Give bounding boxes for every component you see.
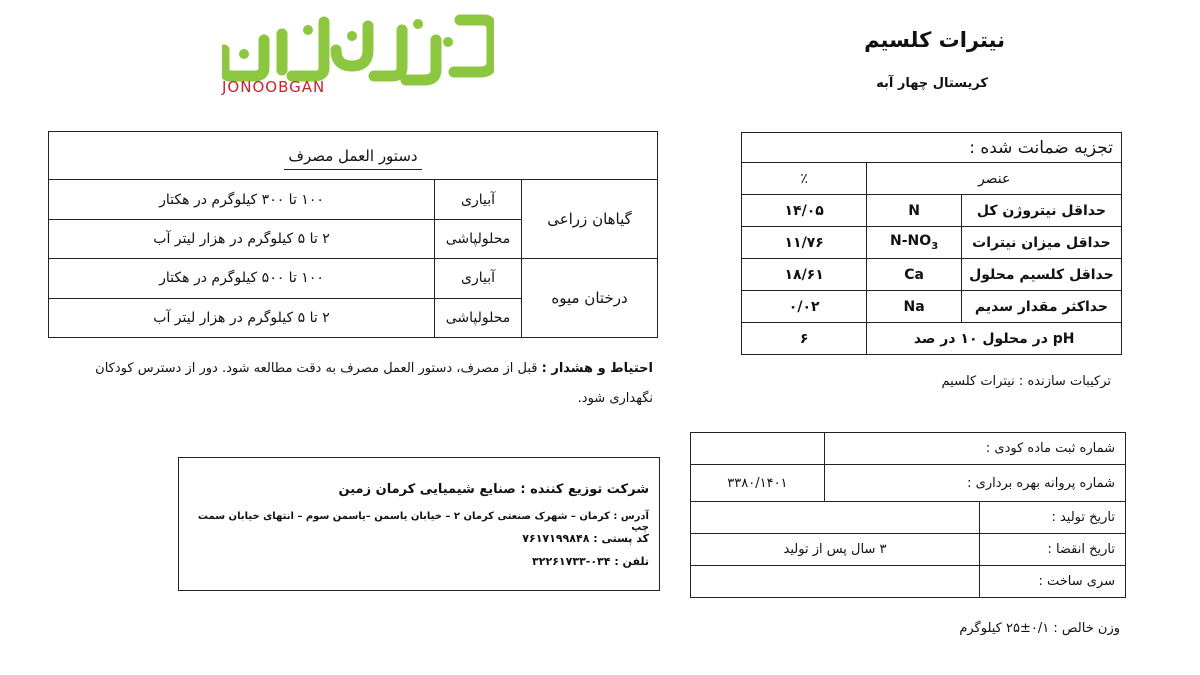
- table-row: [742, 291, 1122, 323]
- table-row: [691, 465, 1126, 502]
- usage-method: آبیاری: [435, 180, 522, 219]
- element-value: ۰/۰۲: [788, 298, 820, 315]
- table-row: [49, 259, 658, 298]
- element-value: ۱۸/۶۱: [784, 266, 824, 283]
- distributor-address: آدرس : کرمان – شهرک صنعتی کرمان ۲ – خیابان یاسمن –یاسمن سوم – انتهای خیابان سمت چپ: [197, 511, 649, 533]
- expiry-value: ۳ سال پس از تولید: [691, 534, 980, 566]
- warning-body: قبل از مصرف، دستور العمل مصرف به دقت مطالعه شود. دور از دسترس کودکان نگهداری شود.: [95, 361, 653, 406]
- production-date-value: [691, 502, 980, 534]
- element-name: حداقل نیتروژن کل: [976, 202, 1106, 219]
- warning-label: احتیاط و هشدار :: [541, 361, 653, 376]
- table-row: [742, 163, 1122, 195]
- usage-method: محلولپاشی: [435, 219, 522, 258]
- usage-dose: ۱۰۰ تا ۵۰۰ کیلوگرم در هکتار: [49, 259, 435, 298]
- usage-title: دستور العمل مصرف: [284, 147, 421, 170]
- table-row: [691, 566, 1126, 598]
- analysis-col-element: عنصر: [867, 163, 1122, 195]
- distributor-postal-code: کد پستی : ۷۶۱۷۱۹۹۸۴۸: [522, 532, 649, 545]
- usage-table: [48, 131, 658, 338]
- table-row: [742, 259, 1122, 291]
- element-value: ۱۱/۷۶: [784, 234, 824, 251]
- license-label: شماره پروانه بهره برداری :: [824, 465, 1125, 502]
- registration-table: [690, 432, 1126, 598]
- logo-latin-text: JONOOBGAN: [222, 78, 326, 96]
- batch-value: [691, 566, 980, 598]
- element-value: ۱۴/۰۵: [784, 202, 824, 219]
- usage-table-header: [49, 132, 658, 180]
- usage-dose: ۲ تا ۵ کیلوگرم در هزار لیتر آب: [49, 219, 435, 258]
- element-name: حداکثر مقدار سدیم: [974, 298, 1108, 315]
- production-date-label: تاریخ تولید :: [980, 502, 1126, 534]
- element-symbol: N: [908, 202, 920, 219]
- table-row: [691, 502, 1126, 534]
- crop-group-name: گیاهان زراعی: [522, 180, 658, 259]
- usage-method: محلولپاشی: [435, 298, 522, 337]
- element-symbol: Na: [903, 298, 925, 315]
- guaranteed-analysis-table: [741, 132, 1122, 355]
- table-row: [49, 180, 658, 219]
- table-row: [742, 323, 1122, 355]
- net-weight: وزن خالص : ۰/۱±۲۵ کیلوگرم: [959, 621, 1120, 636]
- license-value: ۳۳۸۰/۱۴۰۱: [691, 465, 825, 502]
- table-row: [742, 227, 1122, 259]
- ingredients-text: ترکیبات سازنده : نیترات کلسیم: [941, 374, 1111, 389]
- element-symbol: $N-NO_3$: [890, 233, 939, 252]
- usage-method: آبیاری: [435, 259, 522, 298]
- table-row: [691, 433, 1126, 465]
- usage-dose: ۱۰۰ تا ۳۰۰ کیلوگرم در هکتار: [49, 180, 435, 219]
- analysis-title: تجزیه ضمانت شده :: [742, 133, 1122, 163]
- distributor-company: شرکت توزیع کننده : صنایع شیمیایی کرمان زمین: [338, 482, 649, 497]
- ph-label: pH در محلول ۱۰ در صد: [913, 330, 1075, 347]
- crop-group-name: درختان میوه: [522, 259, 658, 338]
- product-subtitle: کریستال چهار آبه: [876, 76, 988, 91]
- expiry-label: تاریخ انقضا :: [980, 534, 1126, 566]
- element-symbol: Ca: [904, 266, 924, 283]
- table-row: [691, 534, 1126, 566]
- ph-value: ۶: [799, 330, 809, 347]
- reg-number-label: شماره ثبت ماده کودی :: [824, 433, 1125, 465]
- batch-label: سری ساخت :: [980, 566, 1126, 598]
- analysis-col-percent: ٪: [742, 163, 867, 195]
- reg-number-value: [691, 433, 825, 465]
- product-title: نیترات کلسیم: [864, 28, 1005, 52]
- distributor-phone: تلفن : ۰۳۴-۳۲۲۶۱۷۳۳: [532, 555, 649, 568]
- element-name: حداقل کلسیم محلول: [969, 266, 1114, 283]
- table-row: [742, 195, 1122, 227]
- warning-text: [48, 354, 653, 414]
- distributor-box: [178, 457, 660, 591]
- usage-dose: ۲ تا ۵ کیلوگرم در هزار لیتر آب: [49, 298, 435, 337]
- element-name: حداقل میزان نیترات: [972, 234, 1111, 251]
